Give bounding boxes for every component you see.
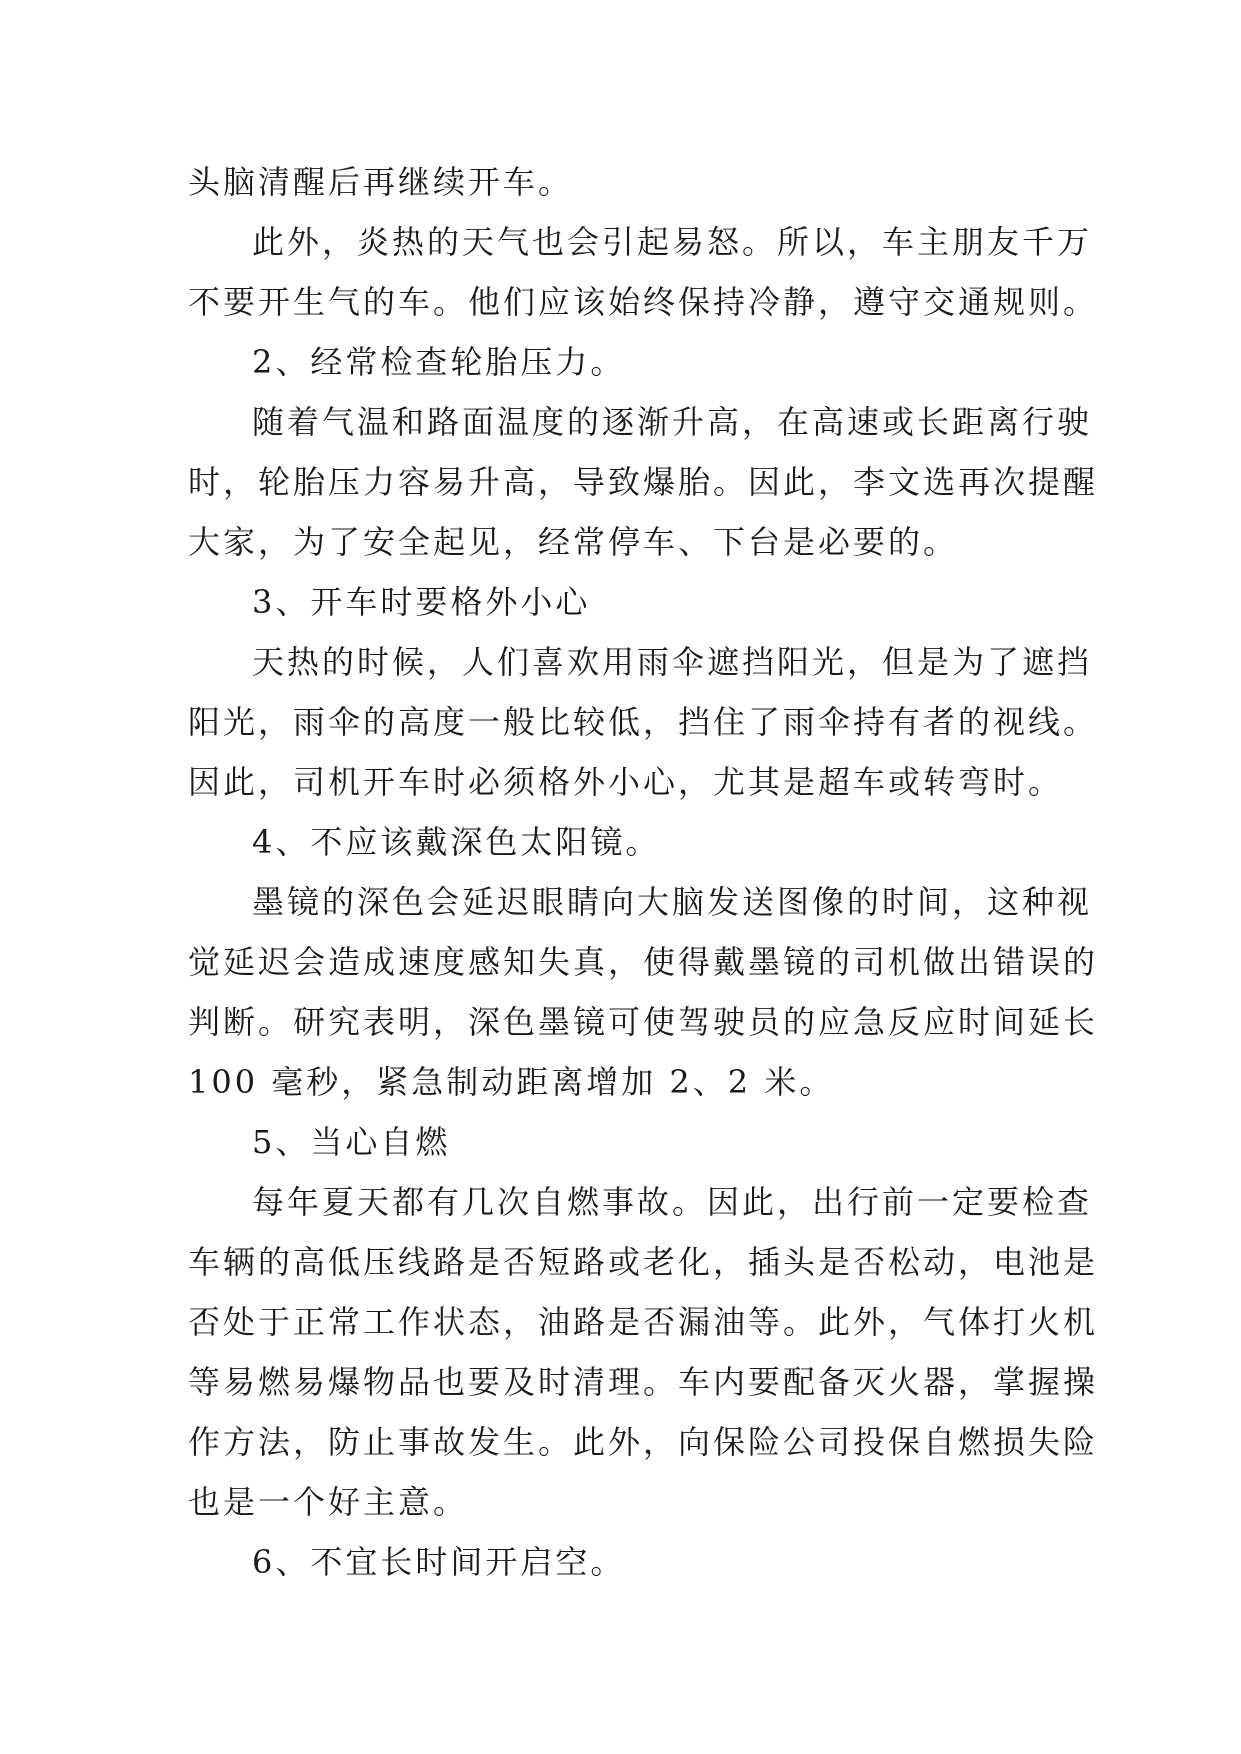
- section-heading: 6、不宜长时间开启空。: [252, 1543, 626, 1581]
- paragraph-line: 天热的时候，人们喜欢用雨伞遮挡阳光，但是为了遮挡: [252, 643, 1093, 681]
- section-heading: 5、当心自燃: [252, 1123, 451, 1161]
- paragraph-line: 头脑清醒后再继续开车。: [188, 163, 574, 201]
- paragraph-line: 阳光，雨伞的高度一般比较低，挡住了雨伞持有者的视线。: [188, 703, 1099, 741]
- paragraph-line: 每年夏天都有几次自燃事故。因此，出行前一定要检查: [252, 1183, 1093, 1221]
- paragraph-line: 大家，为了安全起见，经常停车、下台是必要的。: [188, 523, 959, 561]
- section-heading: 4、不应该戴深色太阳镜。: [252, 823, 661, 861]
- body-text: [188, 152, 1099, 1592]
- paragraph-line: 不要开生气的车。他们应该始终保持冷静，遵守交通规则。: [188, 283, 1099, 321]
- paragraph-line: 因此，司机开车时必须格外小心，尤其是超车或转弯时。: [188, 763, 1064, 801]
- paragraph-line: 觉延迟会造成速度感知失真，使得戴墨镜的司机做出错误的: [188, 943, 1099, 981]
- paragraph-line: 随着气温和路面温度的逐渐升高，在高速或长距离行驶: [252, 403, 1093, 441]
- paragraph-line: 否处于正常工作状态，油路是否漏油等。此外，气体打火机: [188, 1303, 1099, 1341]
- paragraph-line: 100 毫秒，紧急制动距离增加 2、2 米。: [188, 1063, 835, 1101]
- paragraph-line: 作方法，防止事故发生。此外，向保险公司投保自燃损失险: [188, 1423, 1099, 1461]
- paragraph-line: 车辆的高低压线路是否短路或老化，插头是否松动，电池是: [188, 1243, 1099, 1281]
- paragraph-line: 也是一个好主意。: [188, 1483, 469, 1521]
- paragraph-line: 等易燃易爆物品也要及时清理。车内要配备灭火器，掌握操: [188, 1363, 1099, 1401]
- section-heading: 2、经常检查轮胎压力。: [252, 343, 626, 381]
- paragraph-line: 墨镜的深色会延迟眼睛向大脑发送图像的时间，这种视: [252, 883, 1093, 921]
- paragraph-line: 此外，炎热的天气也会引起易怒。所以，车主朋友千万: [252, 223, 1093, 261]
- paragraph-line: 时，轮胎压力容易升高，导致爆胎。因此，李文选再次提醒: [188, 463, 1099, 501]
- section-heading: 3、开车时要格外小心: [252, 583, 591, 621]
- paragraph-line: 判断。研究表明，深色墨镜可使驾驶员的应急反应时间延长: [188, 1003, 1099, 1041]
